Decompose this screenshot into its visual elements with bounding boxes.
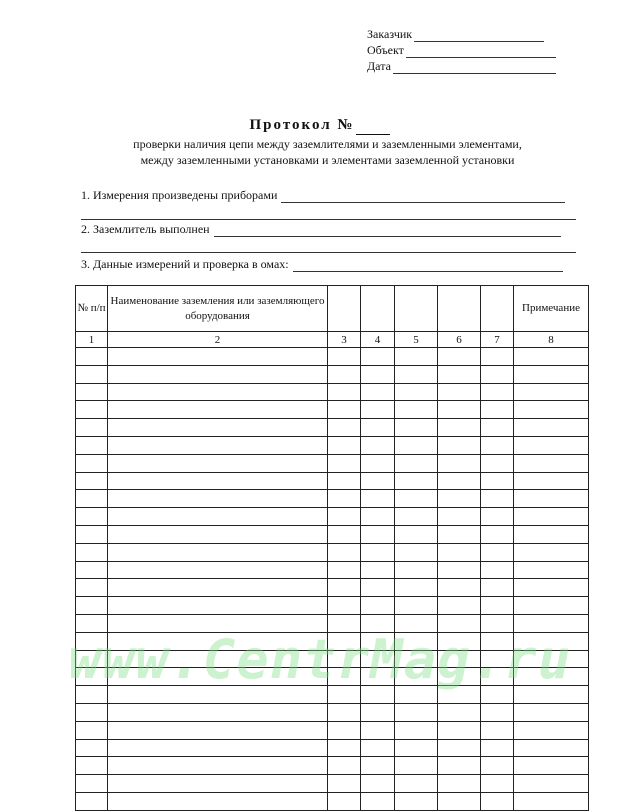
table-cell[interactable] (328, 703, 361, 721)
table-cell[interactable] (361, 348, 395, 366)
table-cell[interactable] (76, 383, 108, 401)
table-cell[interactable] (76, 739, 108, 757)
table-cell[interactable] (328, 632, 361, 650)
table-cell[interactable] (395, 543, 438, 561)
table-cell[interactable] (108, 383, 328, 401)
table-cell[interactable] (108, 597, 328, 615)
col-header-5 (395, 286, 438, 332)
grounding-line[interactable] (214, 235, 561, 237)
table-cell[interactable] (395, 454, 438, 472)
column-number-row (76, 332, 589, 348)
table-row (76, 739, 589, 757)
object-label: Объект (367, 43, 404, 57)
table-row (76, 436, 589, 454)
table-cell[interactable] (481, 383, 514, 401)
table-cell[interactable] (328, 543, 361, 561)
table-cell[interactable] (514, 348, 589, 366)
instruments-label: 1. Измерения произведены приборами (81, 188, 278, 202)
table-cell[interactable] (395, 614, 438, 632)
table-cell[interactable] (395, 436, 438, 454)
table-cell[interactable] (438, 365, 481, 383)
table-cell[interactable] (438, 632, 481, 650)
table-cell[interactable] (108, 365, 328, 383)
table-cell[interactable] (76, 792, 108, 810)
table-cell[interactable] (395, 383, 438, 401)
table-cell[interactable] (328, 365, 361, 383)
table-cell[interactable] (108, 419, 328, 437)
table-cell[interactable] (108, 525, 328, 543)
table-cell[interactable] (76, 597, 108, 615)
instruments-line[interactable] (281, 201, 565, 203)
table-header-row (76, 286, 589, 332)
table-cell[interactable] (76, 614, 108, 632)
table-cell[interactable] (438, 454, 481, 472)
table-cell[interactable] (76, 703, 108, 721)
table-cell[interactable] (481, 614, 514, 632)
table-cell[interactable] (108, 650, 328, 668)
table-cell[interactable] (328, 757, 361, 775)
table-cell[interactable] (514, 561, 589, 579)
table-cell[interactable] (481, 365, 514, 383)
table-row (76, 632, 589, 650)
table-cell[interactable] (361, 775, 395, 793)
table-cell[interactable] (328, 721, 361, 739)
table-cell[interactable] (108, 454, 328, 472)
table-cell[interactable] (438, 703, 481, 721)
table-cell[interactable] (108, 703, 328, 721)
table-cell[interactable] (481, 508, 514, 526)
table-cell[interactable] (108, 579, 328, 597)
table-cell[interactable] (395, 348, 438, 366)
subtitle-line-2: между заземленными установками и элементами заземленной установки (140, 153, 515, 167)
table-cell[interactable] (481, 543, 514, 561)
table-cell[interactable] (361, 686, 395, 704)
table-cell[interactable] (514, 508, 589, 526)
table-cell[interactable] (481, 490, 514, 508)
table-cell[interactable] (481, 597, 514, 615)
table-cell[interactable] (361, 454, 395, 472)
col-number: 5 (395, 332, 438, 348)
table-cell[interactable] (76, 348, 108, 366)
table-row (76, 543, 589, 561)
table-cell[interactable] (328, 383, 361, 401)
table-cell[interactable] (108, 775, 328, 793)
table-cell[interactable] (108, 472, 328, 490)
table-cell[interactable] (328, 454, 361, 472)
table-cell[interactable] (361, 792, 395, 810)
table-cell[interactable] (361, 436, 395, 454)
table-cell[interactable] (108, 543, 328, 561)
table-cell[interactable] (481, 703, 514, 721)
col-header-7 (481, 286, 514, 332)
object-line[interactable] (406, 56, 556, 58)
table-cell[interactable] (361, 472, 395, 490)
protocol-title (0, 117, 640, 135)
table-cell[interactable] (361, 508, 395, 526)
col-header-num: № п/п (76, 286, 108, 332)
table-cell[interactable] (481, 348, 514, 366)
table-cell[interactable] (328, 436, 361, 454)
table-cell[interactable] (395, 650, 438, 668)
table-cell[interactable] (438, 490, 481, 508)
table-row (76, 348, 589, 366)
protocol-title-text: Протокол № (249, 117, 355, 133)
table-cell[interactable] (108, 490, 328, 508)
table-cell[interactable] (395, 775, 438, 793)
table-cell[interactable] (395, 757, 438, 775)
table-cell[interactable] (438, 508, 481, 526)
col-number: 1 (76, 332, 108, 348)
table-row (76, 472, 589, 490)
table-cell[interactable] (514, 668, 589, 686)
table-row (76, 703, 589, 721)
table-cell[interactable] (76, 579, 108, 597)
table-cell[interactable] (395, 792, 438, 810)
table-cell[interactable] (76, 419, 108, 437)
col-number: 7 (481, 332, 514, 348)
table-cell[interactable] (108, 721, 328, 739)
table-cell[interactable] (108, 401, 328, 419)
table-cell[interactable] (395, 703, 438, 721)
table-cell[interactable] (395, 365, 438, 383)
table-cell[interactable] (328, 419, 361, 437)
table-cell[interactable] (438, 436, 481, 454)
table-cell[interactable] (108, 614, 328, 632)
table-cell[interactable] (328, 490, 361, 508)
table-row (76, 508, 589, 526)
customer-field (367, 27, 544, 42)
table-cell[interactable] (514, 401, 589, 419)
measurements-field (81, 257, 563, 272)
table-cell[interactable] (395, 686, 438, 704)
table-cell[interactable] (361, 721, 395, 739)
table-row (76, 597, 589, 615)
table-cell[interactable] (361, 597, 395, 615)
measurements-label: 3. Данные измерений и проверка в омах: (81, 257, 289, 271)
table-cell[interactable] (395, 721, 438, 739)
col-number: 2 (108, 332, 328, 348)
table-cell[interactable] (438, 383, 481, 401)
table-cell[interactable] (361, 579, 395, 597)
table-cell[interactable] (361, 490, 395, 508)
table-row (76, 419, 589, 437)
table-cell[interactable] (76, 436, 108, 454)
table-cell[interactable] (361, 365, 395, 383)
table-cell[interactable] (328, 579, 361, 597)
table-cell[interactable] (395, 472, 438, 490)
table-cell[interactable] (361, 757, 395, 775)
customer-line[interactable] (414, 40, 544, 42)
table-cell[interactable] (514, 490, 589, 508)
table-cell[interactable] (108, 757, 328, 775)
grounding-field (81, 222, 561, 237)
col-header-3 (328, 286, 361, 332)
col-header-6 (438, 286, 481, 332)
table-cell[interactable] (395, 632, 438, 650)
table-cell[interactable] (514, 614, 589, 632)
col-number: 6 (438, 332, 481, 348)
table-cell[interactable] (76, 454, 108, 472)
table-cell[interactable] (438, 757, 481, 775)
table-cell[interactable] (481, 775, 514, 793)
table-cell[interactable] (361, 668, 395, 686)
table-row (76, 525, 589, 543)
col-number: 3 (328, 332, 361, 348)
table-cell[interactable] (514, 597, 589, 615)
table-row (76, 401, 589, 419)
table-row (76, 650, 589, 668)
table-cell[interactable] (514, 436, 589, 454)
table-cell[interactable] (361, 703, 395, 721)
table-cell[interactable] (361, 632, 395, 650)
date-label: Дата (367, 59, 391, 73)
table-cell[interactable] (514, 579, 589, 597)
table-cell[interactable] (514, 686, 589, 704)
table-cell[interactable] (361, 525, 395, 543)
table-cell[interactable] (438, 668, 481, 686)
col-number: 4 (361, 332, 395, 348)
table-row (76, 383, 589, 401)
table-cell[interactable] (438, 472, 481, 490)
table-cell[interactable] (328, 348, 361, 366)
table-cell[interactable] (514, 632, 589, 650)
table-cell[interactable] (108, 632, 328, 650)
table-cell[interactable] (395, 401, 438, 419)
table-cell[interactable] (481, 650, 514, 668)
table-row (76, 365, 589, 383)
table-row (76, 614, 589, 632)
table-cell[interactable] (481, 792, 514, 810)
table-cell[interactable] (395, 597, 438, 615)
table-cell[interactable] (514, 739, 589, 757)
table-cell[interactable] (438, 686, 481, 704)
table-cell[interactable] (395, 508, 438, 526)
table-cell[interactable] (108, 436, 328, 454)
table-cell[interactable] (361, 739, 395, 757)
table-cell[interactable] (108, 792, 328, 810)
table-cell[interactable] (108, 668, 328, 686)
table-cell[interactable] (481, 579, 514, 597)
table-cell[interactable] (76, 721, 108, 739)
instruments-extra-line[interactable] (81, 219, 576, 220)
table-cell[interactable] (481, 525, 514, 543)
instruments-field (81, 188, 565, 203)
table-cell[interactable] (108, 508, 328, 526)
table-cell[interactable] (514, 525, 589, 543)
table-cell[interactable] (395, 490, 438, 508)
table-cell[interactable] (438, 579, 481, 597)
customer-label: Заказчик (367, 27, 413, 41)
table-cell[interactable] (361, 614, 395, 632)
table-cell[interactable] (361, 383, 395, 401)
table-cell[interactable] (514, 472, 589, 490)
table-cell[interactable] (76, 525, 108, 543)
table-cell[interactable] (76, 401, 108, 419)
table-cell[interactable] (328, 668, 361, 686)
table-row (76, 454, 589, 472)
table-row (76, 686, 589, 704)
table-cell[interactable] (481, 561, 514, 579)
measurements-table (75, 285, 589, 811)
grounding-extra-line[interactable] (81, 252, 576, 253)
table-cell[interactable] (438, 739, 481, 757)
watermark: www.CentrMag.ru (68, 628, 572, 691)
table-cell[interactable] (514, 365, 589, 383)
date-field (367, 59, 556, 74)
table-cell[interactable] (395, 579, 438, 597)
table-cell[interactable] (76, 365, 108, 383)
table-cell[interactable] (328, 775, 361, 793)
table-cell[interactable] (481, 436, 514, 454)
table-row (76, 721, 589, 739)
table-cell[interactable] (76, 757, 108, 775)
table-cell[interactable] (328, 739, 361, 757)
col-header-note: Примечание (514, 286, 589, 332)
table-cell[interactable] (438, 348, 481, 366)
table-cell[interactable] (395, 525, 438, 543)
table-cell[interactable] (108, 739, 328, 757)
table-cell[interactable] (328, 508, 361, 526)
table-cell[interactable] (514, 650, 589, 668)
table-cell[interactable] (514, 792, 589, 810)
table-row (76, 490, 589, 508)
table-cell[interactable] (514, 775, 589, 793)
table-cell[interactable] (438, 721, 481, 739)
table-cell[interactable] (361, 419, 395, 437)
table-cell[interactable] (328, 597, 361, 615)
table-cell[interactable] (361, 401, 395, 419)
table-cell[interactable] (108, 348, 328, 366)
date-line[interactable] (393, 72, 556, 74)
table-row (76, 579, 589, 597)
table-row (76, 561, 589, 579)
table-cell[interactable] (395, 561, 438, 579)
table-cell[interactable] (514, 703, 589, 721)
table-cell[interactable] (481, 686, 514, 704)
table-cell[interactable] (328, 401, 361, 419)
table-cell[interactable] (76, 508, 108, 526)
table-cell[interactable] (438, 419, 481, 437)
table-cell[interactable] (481, 401, 514, 419)
table-cell[interactable] (514, 419, 589, 437)
table-cell[interactable] (108, 561, 328, 579)
table-cell[interactable] (328, 472, 361, 490)
table-cell[interactable] (361, 543, 395, 561)
measurements-line[interactable] (293, 270, 563, 272)
table-cell[interactable] (514, 543, 589, 561)
table-cell[interactable] (361, 650, 395, 668)
table-cell[interactable] (328, 561, 361, 579)
table-cell[interactable] (361, 561, 395, 579)
table-cell[interactable] (514, 757, 589, 775)
table-cell[interactable] (438, 401, 481, 419)
table-cell[interactable] (514, 383, 589, 401)
table-cell[interactable] (328, 525, 361, 543)
table-cell[interactable] (514, 721, 589, 739)
table-cell[interactable] (328, 792, 361, 810)
table-cell[interactable] (76, 668, 108, 686)
table-cell[interactable] (328, 650, 361, 668)
object-field (367, 43, 556, 58)
table-cell[interactable] (438, 543, 481, 561)
table-cell[interactable] (438, 775, 481, 793)
table-cell[interactable] (395, 739, 438, 757)
table-cell[interactable] (481, 668, 514, 686)
grounding-label: 2. Заземлитель выполнен (81, 222, 210, 236)
protocol-number-blank[interactable] (356, 117, 390, 135)
table-cell[interactable] (438, 597, 481, 615)
table-cell[interactable] (76, 775, 108, 793)
subtitle-line-1: проверки наличия цепи между заземлителями и заземленными элементами, (133, 137, 522, 151)
table-cell[interactable] (481, 632, 514, 650)
table-cell[interactable] (438, 561, 481, 579)
table-cell[interactable] (395, 419, 438, 437)
table-cell[interactable] (438, 525, 481, 543)
table-cell[interactable] (76, 561, 108, 579)
table-body (76, 348, 589, 811)
table-cell[interactable] (481, 419, 514, 437)
table-cell[interactable] (481, 739, 514, 757)
table-cell[interactable] (481, 721, 514, 739)
table-cell[interactable] (108, 686, 328, 704)
table-cell[interactable] (76, 650, 108, 668)
table-cell[interactable] (76, 490, 108, 508)
table-cell[interactable] (76, 632, 108, 650)
table-cell[interactable] (76, 472, 108, 490)
table-cell[interactable] (76, 686, 108, 704)
table-row (76, 792, 589, 810)
table-cell[interactable] (438, 614, 481, 632)
table-cell[interactable] (328, 686, 361, 704)
col-number: 8 (514, 332, 589, 348)
table-row (76, 668, 589, 686)
table-cell[interactable] (481, 454, 514, 472)
table-cell[interactable] (76, 543, 108, 561)
table-cell[interactable] (328, 614, 361, 632)
table-cell[interactable] (438, 650, 481, 668)
table-cell[interactable] (395, 668, 438, 686)
table-row (76, 775, 589, 793)
table-cell[interactable] (481, 757, 514, 775)
table-cell[interactable] (438, 792, 481, 810)
col-header-name: Наименование заземления или заземляющего оборудования (108, 286, 328, 332)
table-cell[interactable] (481, 472, 514, 490)
col-header-4 (361, 286, 395, 332)
table-cell[interactable] (514, 454, 589, 472)
table-row (76, 757, 589, 775)
